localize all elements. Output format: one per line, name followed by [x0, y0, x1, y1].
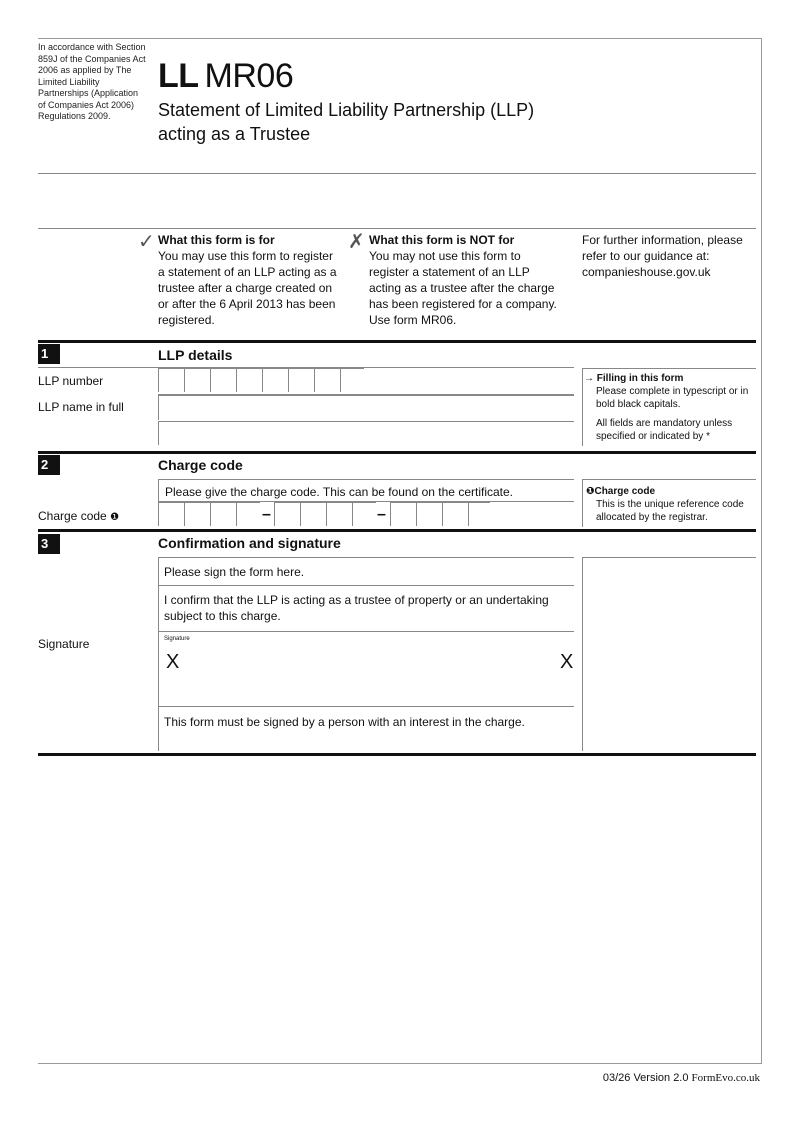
- separator-dash: –: [262, 506, 271, 523]
- digit-box[interactable]: [390, 502, 416, 526]
- note-text-2: All fields are mandatory unless specified or indicated by *: [596, 418, 733, 442]
- section-title: LLP details: [158, 347, 233, 363]
- sign-here-text: Please sign the form here.: [164, 565, 305, 579]
- divider: [38, 228, 756, 229]
- digit-box[interactable]: [210, 368, 236, 392]
- digit-box[interactable]: [442, 502, 468, 526]
- not-for-text: You may not use this form to register a statement of an LLP acting as a trustee after the charge has been registered for a company. Use form MR06.: [369, 249, 557, 327]
- section-number: 2: [38, 455, 60, 475]
- confirmation-text: I confirm that the LLP is acting as a trustee of property or an undertaking subject to this charge.: [164, 593, 549, 623]
- charge-code-note: [586, 485, 754, 524]
- signed-by-text: This form must be signed by a person with an interest in the charge.: [164, 715, 525, 729]
- digit-box[interactable]: [184, 502, 210, 526]
- side-panel: [582, 557, 756, 751]
- not-for-heading: What this form is NOT for: [369, 233, 515, 247]
- charge-code-instruction: Please give the charge code. This can be found on the certificate.: [165, 485, 513, 499]
- digit-box[interactable]: [468, 502, 490, 526]
- footer: [603, 1072, 760, 1084]
- divider: [38, 173, 756, 174]
- llp-name-label: LLP name in full: [38, 400, 124, 414]
- digit-box[interactable]: [210, 502, 236, 526]
- for-text: You may use this form to register a statement of an LLP acting as a trustee after a charge created on or after the 6 April 2013 has been registered.: [158, 249, 337, 327]
- form-number: MR06: [204, 57, 294, 95]
- digit-box[interactable]: [326, 502, 352, 526]
- digit-box[interactable]: [274, 502, 300, 526]
- digit-box[interactable]: [314, 368, 340, 392]
- digit-box[interactable]: [236, 368, 262, 392]
- digit-box[interactable]: [352, 502, 376, 526]
- arrow-icon: →: [584, 373, 597, 384]
- llp-name-field-1[interactable]: [158, 395, 574, 420]
- form-prefix: LL: [158, 57, 199, 95]
- cross-icon: ✗: [348, 231, 365, 253]
- page-title: Statement of Limited Liability Partnership (LLP) acting as a Trustee: [158, 100, 535, 144]
- checkmark-icon: ✓: [138, 231, 155, 253]
- sign-mark-left: X: [166, 651, 180, 673]
- llp-number-label: LLP number: [38, 374, 104, 388]
- note-text: This is the unique reference code allocated by the registrar.: [596, 499, 744, 523]
- note-heading: Charge code: [594, 486, 656, 497]
- brand-text: FormEvo.co.uk: [691, 1072, 760, 1084]
- what-form-is-for: [158, 232, 338, 328]
- for-heading: What this form is for: [158, 233, 275, 247]
- legal-reference: In accordance with Section 859J of the Companies Act 2006 as applied by The Limited Liability Partnerships (Application of Companies Act 2006) Regulations 2009.: [38, 42, 146, 121]
- section-number: 3: [38, 534, 60, 554]
- digit-box[interactable]: [340, 368, 364, 392]
- digit-box[interactable]: [158, 368, 184, 392]
- form-code: [158, 56, 293, 96]
- digit-box[interactable]: [262, 368, 288, 392]
- sign-mark-right: X: [560, 651, 574, 673]
- separator-dash: –: [377, 506, 386, 523]
- charge-code-label: [38, 508, 119, 526]
- note-text: Please complete in typescript or in bold black capitals.: [596, 386, 749, 410]
- digit-box[interactable]: [158, 502, 184, 526]
- digit-box[interactable]: [236, 502, 260, 526]
- digit-box[interactable]: [416, 502, 442, 526]
- note-heading: Filling in this form: [596, 373, 684, 384]
- section-number: 1: [38, 344, 60, 364]
- info-icon: ❶: [110, 512, 120, 523]
- charge-code-label-text: Charge code: [38, 509, 107, 523]
- llp-name-field-2[interactable]: [158, 421, 574, 445]
- version-text: 03/26 Version 2.0: [602, 1072, 689, 1084]
- info-icon: ❶: [586, 486, 595, 497]
- digit-box[interactable]: [300, 502, 326, 526]
- digit-box[interactable]: [184, 368, 210, 392]
- further-info: For further information, please refer to our guidance at: companieshouse.gov.uk: [582, 233, 743, 279]
- what-form-is-not-for: [369, 232, 559, 328]
- digit-box[interactable]: [288, 368, 314, 392]
- signature-box-label: Signature: [164, 636, 190, 642]
- filling-in-note: [584, 372, 754, 443]
- signature-field[interactable]: [158, 632, 576, 706]
- signature-label: Signature: [38, 637, 90, 651]
- section-title: Charge code: [158, 457, 243, 473]
- section-title: Confirmation and signature: [158, 535, 341, 551]
